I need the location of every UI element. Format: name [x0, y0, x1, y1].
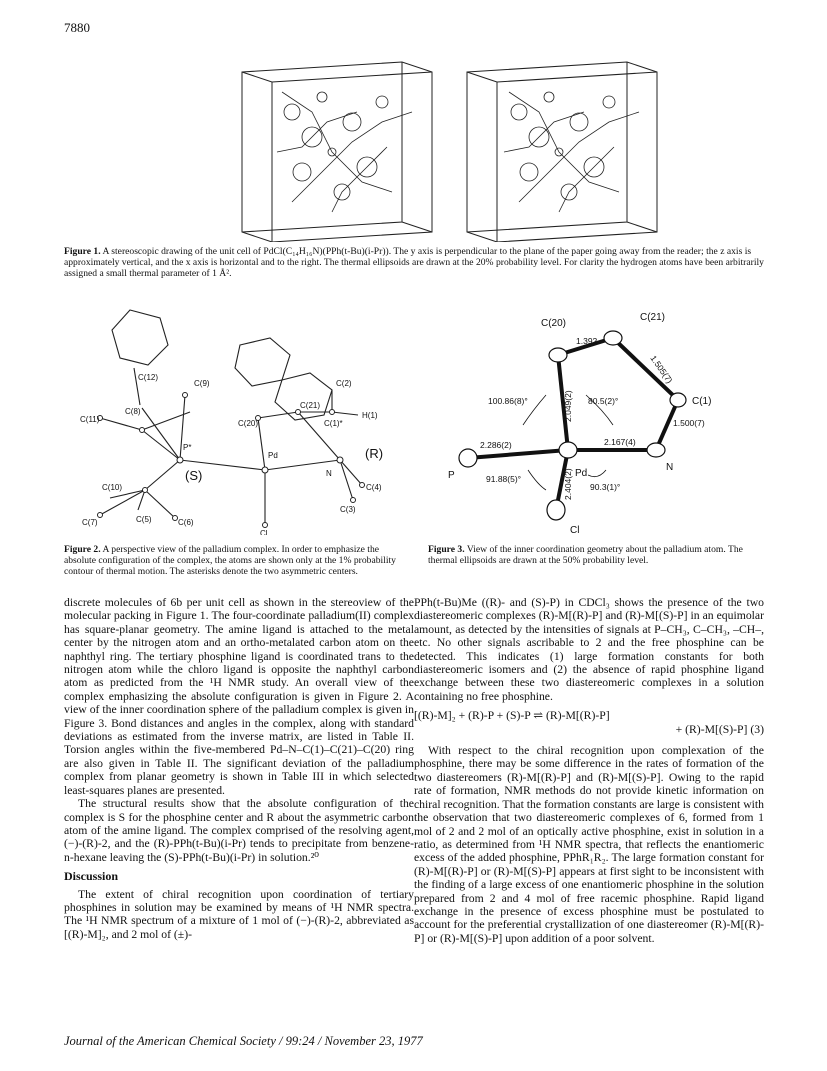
- fig2-label-c20: C(20): [238, 419, 259, 428]
- fig3-label-n: N: [666, 462, 674, 473]
- fig3-angle-c20-n: 80.5(2)°: [588, 396, 619, 406]
- fig2-label-c6: C(6): [178, 518, 194, 527]
- fig3-angle-p-cl: 91.88(5)°: [486, 474, 522, 484]
- fig3-label-cl: Cl: [570, 525, 580, 535]
- fig3-angle-n-cl: 90.3(1)°: [590, 482, 621, 492]
- fig2-label-h1: H(1): [362, 411, 378, 420]
- left-paragraph-3: The extent of chiral recognition upon coordination of tertiary phosphines in solution may be examined by means of ¹H NMR spectra. The ¹H NMR spectrum of a mixture of 1 mol of (−)-(R)-2, abbreviated as [(R)-M]₂, and 2 mol of (±)-: [64, 887, 414, 941]
- fig3-dist-pd-n: 2.167(4): [604, 437, 636, 447]
- fig2-label-c11: C(11): [80, 415, 100, 424]
- figure-3-caption: [428, 544, 758, 566]
- right-paragraph-2: With respect to the chiral recognition upon complexation of the phosphine, there may be some difference in the rates of formation of the two diastereomers (R)-M[(R)-P] and (R)-M[(S)-P]. Owing to the rapid rate of formation, NMR methods do not provide kinetic information on chiral recognition. That the formation constants are large is consistent with the observation that two diastereomeric complexes of 6, formed from 1 mol of 2 and 2 mol of an optically active phosphine, exist in solution in a ratio, as determined from ¹H NMR spectra, that reflects the enantiomeric excess of the added phosphine, PPhR₁R₂. The large formation constant for (R)-M[(R)-P] or (R)-M[(S)-P] appears at first sight to be inconsistent with the finding of a large excess of one enantiomeric phosphine in the solution prepared from 2 and 4 mol of free racemic phosphine. Rapid ligand exchange in the presence of excess phosphine must be postulated to account for the preferential crystallization of one diastereomer (R)-M[(R)-P] or (R)-M[(S)-P] upon addition of a poor solvent.: [414, 744, 764, 945]
- left-paragraph-1: discrete molecules of 6b per unit cell as shown in the stereoview of the molecular packing in Figure 1. The four-coordinate palladium(II) complex has square-planar geometry. The amine ligand is attached to the metal center by the nitrogen atom and an ortho-metalated carbon atom on the naphthyl ring. The tertiary phosphine ligand is coordinated trans to the nitrogen atom while the chloro ligand is opposite the naphthyl carbon atom as predicted from the ¹H NMR study. An overall view of the complex emphasizing the absolute configuration is given in Figure 2. A view of the inner coordination sphere of the palladium complex is given in Figure 3. Bond distances and angles in the complex, along with standard deviations as estimated from the inverse matrix, are listed in Table II. Torsion angles within the five-membered Pd–N–C(1)–C(21)–C(20) ring are also given in Table II. The significant deviation of the palladium complex from planar geometry is shown in Table III in which selected least-squares planes are presented.: [64, 596, 414, 797]
- fig3-label-c20: C(20): [541, 318, 567, 329]
- fig2-label-r: (R): [365, 446, 384, 461]
- equation-3-line-2: + (R)-M[(S)-P] (3): [675, 722, 764, 736]
- fig3-label-pd: Pd: [575, 468, 588, 479]
- section-heading-discussion: Discussion: [64, 869, 119, 884]
- journal-footer: Journal of the American Chemical Society / 99:24 / November 23, 1977: [64, 1034, 423, 1048]
- fig2-label-c10: C(10): [102, 483, 123, 492]
- fig3-dist-pd-p: 2.286(2): [480, 440, 512, 450]
- left-paragraph-2: The structural results show that the absolute configuration of the complex is S for the phosphine center and R about the asymmetric carbon atom of the amine ligand. The complex comprised of the resolving agent, (−)-(R)-2, and the (R)-PPh(t-Bu)(i-Pr) tends to precipitate from benzene-n-hexane leaving the (S)-PPh(t-Bu)(i-Pr) in solution.²⁰: [64, 797, 414, 864]
- fig2-label-c4: C(4): [366, 483, 382, 492]
- figure-1-caption: [64, 246, 764, 279]
- fig3-dist-pd-c20: 2.049(2): [563, 390, 573, 422]
- figure-2-label: Figure 2.: [64, 544, 101, 555]
- fig3-dist-c21-c1: 1.505(7): [648, 353, 675, 386]
- fig3-dist-c1-n: 1.500(7): [673, 418, 705, 428]
- fig2-label-c21: C(21): [300, 401, 321, 410]
- fig2-label-c12: C(12): [138, 373, 159, 382]
- stereo-left-view: [242, 62, 432, 242]
- figure-2-text: A perspective view of the palladium complex. In order to emphasize the absolute configuration of the complex, the atoms are shown only at the 1% probability contour of thermal motion. The asterisks denote the two asymmetric centers.: [64, 544, 396, 577]
- fig3-label-c21: C(21): [640, 312, 666, 323]
- fig3-label-p: P: [448, 470, 455, 481]
- fig3-dist-pd-cl: 2.404(2): [563, 468, 573, 500]
- right-paragraph-1: PPh(t-Bu)Me ((R)- and (S)-P) in CDCl₃ shows the presence of the two diastereomeric complexes (R)-M[(R)-P] and (R)-M[(S)-P] in an equimolar amount, as detected by the intensities of signals at P–CH₃, C–CH₃, –CH–, etc. No other signals ascribable to 2 and the free phosphine can be detected. This indicates (1) large formation constants for both diastereomeric isomers and (2) the absence of rapid phosphine ligand exchange between these two diastereomeric complexes in a solution containing no free phosphine.: [414, 596, 764, 703]
- right-column: [414, 596, 764, 945]
- fig2-label-c2: C(2): [336, 379, 352, 388]
- fig3-angle-c20-p: 100.86(8)°: [488, 396, 528, 406]
- figure-3-coordination-geometry: [428, 300, 768, 535]
- fig3-label-c1: C(1): [692, 396, 712, 407]
- stereo-right-view: [467, 62, 657, 242]
- left-column: [64, 596, 414, 941]
- equation-3-line-1: [(R)-M]₂ + (R)-P + (S)-P ⇌ (R)-M[(R)-P]: [414, 709, 610, 723]
- equation-3: [414, 709, 764, 736]
- fig2-label-s: (S): [185, 468, 203, 483]
- fig2-label-c9: C(9): [194, 379, 210, 388]
- figure-2-perspective-view: [70, 300, 420, 535]
- fig2-label-p: P*: [183, 443, 192, 452]
- figure-3-text: View of the inner coordination geometry about the palladium atom. The thermal ellipsoids are drawn at the 50% probability level.: [428, 544, 743, 566]
- fig2-label-cl: Cl: [260, 529, 268, 535]
- figure-1-label: Figure 1.: [64, 246, 101, 257]
- fig2-label-c5: C(5): [136, 515, 152, 524]
- fig2-label-pd: Pd: [268, 451, 278, 460]
- figure-3-label: Figure 3.: [428, 544, 465, 555]
- figure-1-stereo-drawing: [232, 52, 672, 242]
- fig2-label-n: N: [326, 469, 332, 478]
- page-number: 7880: [64, 20, 90, 35]
- fig2-label-c3: C(3): [340, 505, 356, 514]
- fig2-label-c7: C(7): [82, 518, 98, 527]
- figure-2-caption: [64, 544, 412, 577]
- fig3-dist-c20-c21: 1.392: [576, 336, 598, 346]
- fig2-label-c8: C(8): [125, 407, 141, 416]
- fig2-label-c1: C(1)*: [324, 419, 343, 428]
- figure-1-text: A stereoscopic drawing of the unit cell of PdCl(C₁₄H₁₆N)(PPh(t-Bu)(i-Pr)). The y axis is perpendicular to the plane of the paper going away from the reader; the z axis is approximately vertical, and the x axis is horizontal and to the right. The thermal ellipsoids are drawn at the 20% probability level. For clarity the hydrogen atoms have been arbitrarily assigned a small thermal parameter of 1 Å².: [64, 246, 764, 279]
